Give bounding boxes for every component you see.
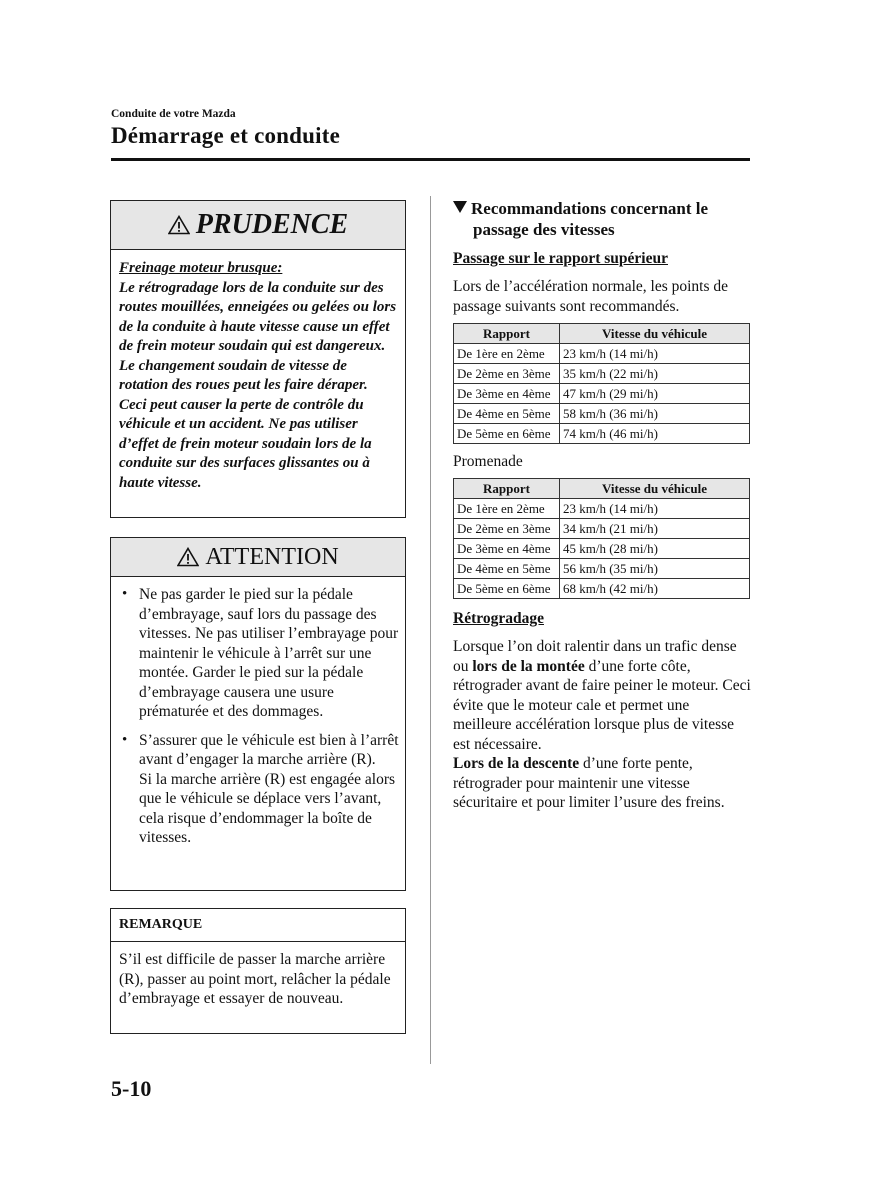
page-title: Démarrage et conduite <box>111 123 341 148</box>
downshift-heading: Rétrogradage <box>453 610 544 627</box>
table-cell: De 1ère en 2ème <box>454 499 560 519</box>
table-row <box>454 539 750 559</box>
promenade-label: Promenade <box>453 453 523 470</box>
prudence-body <box>111 250 405 493</box>
table-cell: 35 km/h (22 mi/h) <box>560 364 750 384</box>
header-rule <box>111 158 750 161</box>
table-cell: De 2ème en 3ème <box>454 519 560 539</box>
warning-triangle-icon <box>177 547 199 567</box>
table-cell: 68 km/h (42 mi/h) <box>560 579 750 599</box>
table-cell: De 1ère en 2ème <box>454 344 560 364</box>
prudence-subtitle: Freinage moteur brusque: <box>119 260 283 276</box>
downshift-text-part: d’une forte côte, rétrograder avant de faire peiner le moteur. Ceci évite que le moteur cale et permet une meilleure accélération lorsque plus de vitesse est nécessaire. <box>453 657 751 753</box>
prudence-title: PRUDENCE <box>195 209 349 240</box>
column-header: Rapport <box>454 324 560 344</box>
triangle-down-icon <box>453 201 467 213</box>
column-header: Vitesse du véhicule <box>560 479 750 499</box>
section-heading-line2: passage des vitesses <box>473 220 615 239</box>
table-cell: De 5ème en 6ème <box>454 579 560 599</box>
table-row <box>454 499 750 519</box>
remarque-box <box>110 908 406 1034</box>
section-heading-line1: Recommandations concernant le <box>471 199 709 218</box>
attention-title: ATTENTION <box>205 543 339 570</box>
table-header-row <box>454 479 750 499</box>
column-divider <box>430 196 431 1064</box>
attention-list <box>111 577 405 848</box>
table-cell: De 3ème en 4ème <box>454 384 560 404</box>
downshift-text-part: d’une forte pente, rétrograder pour maintenir une vitesse sécuritaire et pour limiter l’usure des freins. <box>453 755 725 811</box>
page-number: 5-10 <box>111 1076 152 1101</box>
upshift-heading: Passage sur le rapport supérieur <box>453 250 668 267</box>
table-row <box>454 579 750 599</box>
table-cell: 45 km/h (28 mi/h) <box>560 539 750 559</box>
table-cell: 74 km/h (46 mi/h) <box>560 424 750 444</box>
table-row <box>454 519 750 539</box>
downshift-emphasis: lors de la montée <box>472 657 585 675</box>
warning-triangle-icon <box>168 215 190 235</box>
prudence-box <box>110 200 406 518</box>
upshift-table <box>453 323 750 444</box>
attention-header <box>111 538 405 577</box>
section-heading <box>453 198 751 240</box>
table-cell: De 4ème en 5ème <box>454 404 560 424</box>
table-cell: De 4ème en 5ème <box>454 559 560 579</box>
table-cell: 23 km/h (14 mi/h) <box>560 344 750 364</box>
table-cell: 58 km/h (36 mi/h) <box>560 404 750 424</box>
table-cell: De 3ème en 4ème <box>454 539 560 559</box>
prudence-header <box>111 201 405 250</box>
remarque-title: REMARQUE <box>111 909 405 942</box>
downshift-text <box>453 637 751 813</box>
section-label: Conduite de votre Mazda <box>111 108 236 120</box>
downshift-text-part: Lorsque l’on doit ralentir dans un trafic dense ou <box>453 638 737 675</box>
attention-item: • Ne pas garder le pied sur la pédale d’embrayage, sauf lors du passage des vitesses. Ne pas utiliser l’embrayage pour maintenir le véhicule à l’arrêt sur une montée. Garder le pied sur la pédale d’embrayage causera une usure prématurée et des dommages. <box>139 585 399 722</box>
table-row <box>454 364 750 384</box>
table-cell: De 5ème en 6ème <box>454 424 560 444</box>
remarque-text: S’il est difficile de passer la marche arrière (R), passer au point mort, relâcher la pédale d’embrayage et essayer de nouveau. <box>119 951 391 1007</box>
attention-item-text: S’assurer que le véhicule est bien à l’arrêt avant d’engager la marche arrière (R). <box>139 731 399 768</box>
table-cell: 56 km/h (35 mi/h) <box>560 559 750 579</box>
column-header: Vitesse du véhicule <box>560 324 750 344</box>
table-cell: De 2ème en 3ème <box>454 364 560 384</box>
table-cell: 34 km/h (21 mi/h) <box>560 519 750 539</box>
promenade-table <box>453 478 750 599</box>
attention-item <box>139 731 399 848</box>
table-row <box>454 424 750 444</box>
table-row <box>454 404 750 424</box>
table-row <box>454 344 750 364</box>
prudence-text: Le rétrogradage lors de la conduite sur des routes mouillées, enneigées ou gelées ou lors de la conduite à haute vitesse cause un effet de frein moteur soudain qui est dangereux. Le changement soudain de vitesse de rotation des roues peut les faire déraper. Ceci peut causer la perte de contrôle du véhicule et un accident. Ne pas utiliser d’effet de frein moteur soudain lors de la conduite sur des surfaces glissantes ou à haute vitesse. <box>119 279 397 491</box>
table-header-row <box>454 324 750 344</box>
attention-item-text: Si la marche arrière (R) est engagée alors que le véhicule se déplace vers l’avant, cela risque d’endommager la boîte de vitesses. <box>139 770 396 846</box>
downshift-emphasis: Lors de la descente <box>453 755 580 772</box>
column-header: Rapport <box>454 479 560 499</box>
upshift-text: Lors de l’accélération normale, les points de passage suivants sont recommandés. <box>453 278 729 315</box>
table-row <box>454 384 750 404</box>
attention-box <box>110 537 406 891</box>
table-cell: 23 km/h (14 mi/h) <box>560 499 750 519</box>
table-cell: 47 km/h (29 mi/h) <box>560 384 750 404</box>
table-row <box>454 559 750 579</box>
